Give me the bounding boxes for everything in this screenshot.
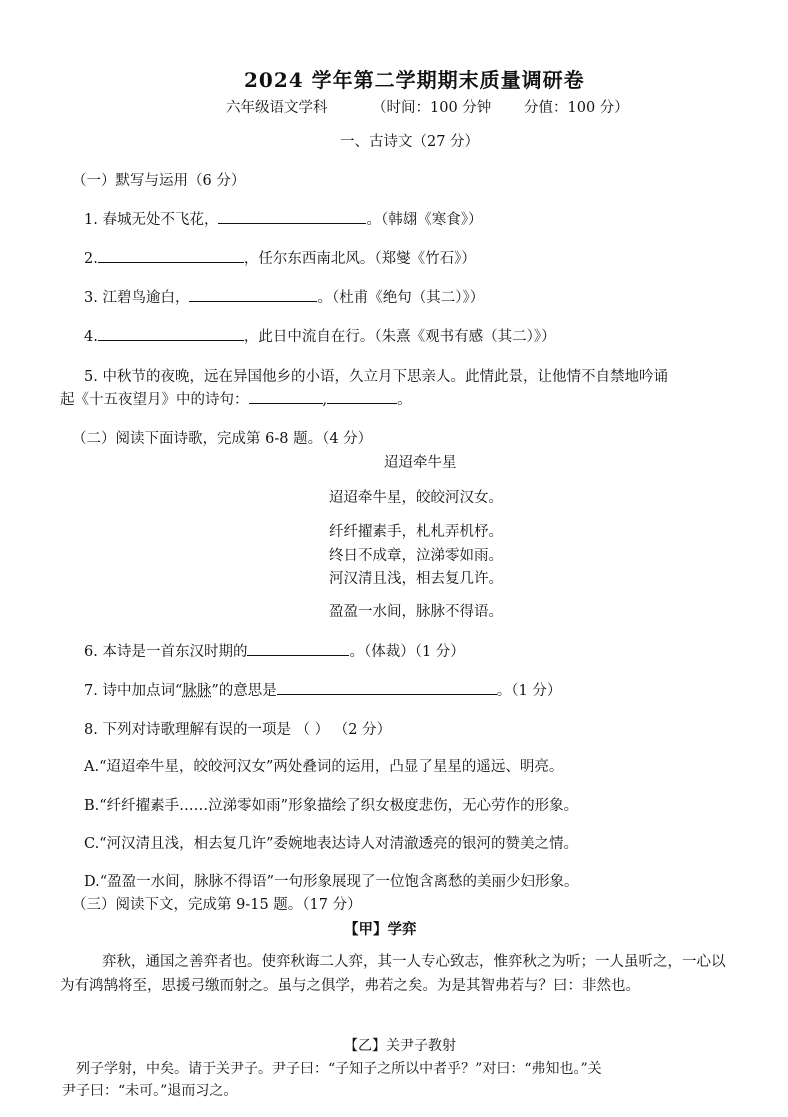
q1-suffix: 。（韩翃《寒食》） xyxy=(366,212,483,228)
poem-title: 迢迢牵牛星 xyxy=(384,455,457,471)
grade-subject: 六年级语文学科 xyxy=(226,100,328,116)
q7-prefix: 7. 诗中加点词“ xyxy=(84,683,183,699)
q6-suffix: 。（体裁）（1 分） xyxy=(349,644,465,660)
poem-line: 纤纤擢素手，札札弄机杼。 xyxy=(329,524,503,540)
poem-line: 盈盈一水间，脉脉不得语。 xyxy=(329,604,503,620)
q5-suffix: 。 xyxy=(397,392,412,408)
q1-answer-blank[interactable] xyxy=(218,209,366,224)
question-2 xyxy=(84,247,476,268)
option-b[interactable]: B.“纤纤擢素手……泣涕零如雨”形象描绘了织女极度悲伤，无心劳作的形象。 xyxy=(84,798,579,814)
q6-answer-blank[interactable] xyxy=(247,641,349,656)
q7-answer-blank[interactable] xyxy=(277,680,497,695)
q4-answer-blank[interactable] xyxy=(98,326,244,341)
part3-title: （三）阅读下文，完成第 9-15 题。（17 分） xyxy=(72,897,362,913)
question-1 xyxy=(84,208,482,229)
q1-prefix: 1. 春城无处不飞花， xyxy=(84,212,219,228)
q2-prefix: 2. xyxy=(84,251,98,267)
question-3 xyxy=(84,286,484,307)
q3-suffix: 。（杜甫《绝句（其二）》） xyxy=(317,290,485,306)
poem-line: 迢迢牵牛星，皎皎河汉女。 xyxy=(329,490,503,506)
q4-prefix: 4. xyxy=(84,329,98,345)
score-info: 分值：100 分） xyxy=(524,100,629,116)
text-a-body: 弈秋，通国之善弈者也。使弈秋诲二人弈，其一人专心致志，惟弈秋之为听；一人虽听之，一心以为有鸿鹄将至，思援弓缴而射之。虽与之俱学，弗若之矣。为是其智弗若与？曰：非然也。 xyxy=(60,954,726,994)
q7-dotted-word: 脉脉 xyxy=(182,683,212,699)
q5-comma: , xyxy=(322,392,328,408)
q2-answer-blank[interactable] xyxy=(98,248,244,263)
text-b-line1: 列子学射，中矣。请于关尹子。尹子曰：“子知子之所以中者乎？”对曰：“弗知也。”关 xyxy=(76,1061,602,1077)
q5-answer-blank-2[interactable] xyxy=(327,389,397,404)
q4-suffix: ，此日中流自在行。（朱熹《观书有感（其二）》） xyxy=(243,329,556,345)
part2-title: （二）阅读下面诗歌，完成第 6-8 题。（4 分） xyxy=(72,431,373,447)
option-a[interactable]: A.“迢迢牵牛星，皎皎河汉女”两处叠词的运用，凸显了星星的遥远、明亮。 xyxy=(84,759,564,775)
poem-line: 终日不成章，泣涕零如雨。 xyxy=(329,548,503,564)
poem-line: 河汉清且浅，相去复几许。 xyxy=(329,571,503,587)
option-d[interactable]: D.“盈盈一水间，脉脉不得语”一句形象展现了一位饱含离愁的美丽少妇形象。 xyxy=(84,874,579,890)
q2-suffix: ，任尔东西南北风。（郑燮《竹石》） xyxy=(243,251,476,267)
section-title: 一、古诗文（27 分） xyxy=(340,134,480,150)
q3-prefix: 3. 江碧鸟逾白， xyxy=(84,290,190,306)
question-6 xyxy=(84,640,465,661)
q3-answer-blank[interactable] xyxy=(189,287,317,302)
q7-mid: ”的意思是 xyxy=(211,683,277,699)
q6-prefix: 6. 本诗是一首东汉时期的 xyxy=(84,644,248,660)
q5-prefix: 起《十五夜望月》中的诗句： xyxy=(60,392,249,408)
question-7 xyxy=(84,679,561,700)
text-b-line2: 尹子曰：“未可。”退而习之。 xyxy=(62,1083,238,1099)
question-5-line2 xyxy=(60,388,412,409)
text-a-title: 【甲】学弈 xyxy=(344,921,417,938)
page-title: 2024 学年第二学期期末质量调研卷 xyxy=(244,68,585,92)
text-b-title: 【乙】关尹子教射 xyxy=(344,1038,456,1054)
q7-suffix: 。（1 分） xyxy=(496,683,562,699)
question-5-line1: 5. 中秋节的夜晚，远在异国他乡的小语，久立月下思亲人。此情此景，让他情不自禁地吟诵 xyxy=(84,369,668,385)
option-c[interactable]: C.“河汉清且浅，相去复几许”委婉地表达诗人对清澈透亮的银河的赞美之情。 xyxy=(84,836,579,852)
part1-title: （一）默写与运用（6 分） xyxy=(72,173,246,189)
question-4 xyxy=(84,325,556,346)
time-info: （时间：100 分钟 xyxy=(372,100,492,116)
q5-answer-blank-1[interactable] xyxy=(249,389,323,404)
question-8: 8. 下列对诗歌理解有误的一项是 （ ） （2 分） xyxy=(84,722,392,738)
